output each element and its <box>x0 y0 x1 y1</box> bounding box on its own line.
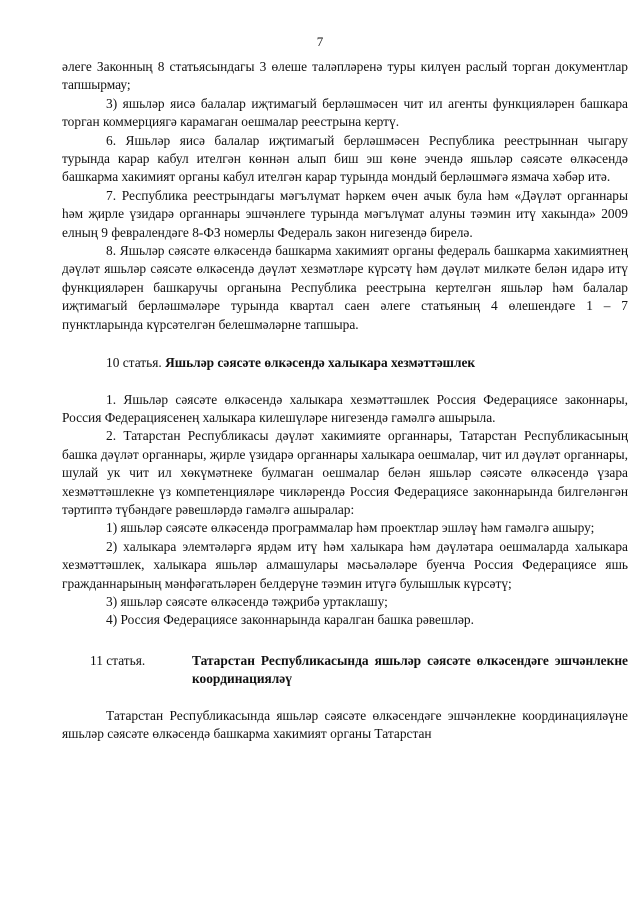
paragraph: 3) яшьләр яисә балалар иҗтимагый берләшмәсен чит ил агенты функцияләрен башкара торган коммерциягә карамаган оешмалар реестрына кертү. <box>62 95 628 130</box>
paragraph: 7. Республика реестрындагы мәгълүмат һәркем өчен ачык була һәм «Дәүләт органнары һәм җирле үзидарә органнары эшчәнлеге турында мәгълүмат алуны тәэмин итү хакында» 2009 елның 9 февралендәге 8-ФЗ номерлы Федераль закон нигезендә бирелә. <box>62 187 628 240</box>
article-11-number: 11 статья. <box>90 652 146 668</box>
list-item: 1) яшьләр сәясәте өлкәсендә программалар һәм проектлар эшләү һәм гамәлгә ашыру; <box>106 520 595 536</box>
list-item: 4) Россия Федерациясе законнарында каралган башка рәвешләр. <box>106 612 474 628</box>
paragraph: 8. Яшьләр сәясәте өлкәсендә башкарма хакимият органы федераль башкарма хакимиятнең дәүләт яшьләр сәясәте өлкәсендә дәүләт хезмәтләре күрсәтү һәм дәүләт милкәте белән идарә итү функцияләрен башкаручы органына Республика реестрына кертелгән яшьләр һәм балалар иҗтимагый берләшмәләре турында квартал саен әлеге статьяның 4 өлешендәге 1 – 7 пунктларында күрсәтелгән белешмәләрне тапшыра. <box>62 243 628 332</box>
article-11-title: Татарстан Республикасында яшьләр сәясәте өлкәсендәге эшчәнлекне координацияләү <box>192 652 628 687</box>
article-11-heading <box>62 652 628 689</box>
page-number: 7 <box>316 34 324 49</box>
document-body <box>62 58 628 743</box>
paragraph: Татарстан Республикасында яшьләр сәясәте өлкәсендәге эшчәнлекне координацияләүне яшьләр сәясәте өлкәсендә башкарма хакимият органы Татарстан <box>62 707 628 741</box>
paragraph: әлеге Законның 8 статьясындагы 3 өлеше таләпләренә туры килүен раслый торган документлар тапшырмау; <box>62 59 628 93</box>
paragraph: 2. Татарстан Республикасы дәүләт хакимияте органнары, Татарстан Республикасының башка дәүләт органнары, җирле үзидарә органнары халыкара оешмалар, чит ил дәүләт органнары, шулай ук чит ил хөкүмәтнеке булмаган оешмалар белән яшьләр сәясәте өлкәсендә үзара хезмәттәшлекне үз компетенцияләре чикләрендә Россия Федерациясе законнарында билгеләнгән тәртиптә түбәндәге рәвешләрдә гамәлгә ашыралар: <box>62 428 628 517</box>
article-10-heading <box>62 354 628 372</box>
article-10-title: Яшьләр сәясәте өлкәсендә халыкара хезмәттәшлек <box>165 355 476 371</box>
article-10-number: 10 статья. <box>106 355 162 371</box>
paragraph: 6. Яшьләр яисә балалар иҗтимагый берләшмәсен Республика реестрыннан чыгару турында карар кабул ителгән көннән алып биш эш көне эчендә яшьләр сәясәте өлкәсендә башкарма хакимият органы кабул ителгән карар турында мондый берләшмәгә язмача хәбәр итә. <box>62 132 628 185</box>
paragraph: 1. Яшьләр сәясәте өлкәсендә халыкара хезмәттәшлек Россия Федерациясе законнары, Россия Федерациясенең халыкара килешүләре нигезендә гамәлгә ашырыла. <box>62 391 628 425</box>
list-item: 3) яшьләр сәясәте өлкәсендә тәҗрибә уртаклашу; <box>106 593 388 609</box>
list-item: 2) халыкара элемтәләргә ярдәм итү һәм халыкара һәм дәүләтара оешмаларда халыкара хезмәттәшлек, халыкара яшьләр алмашулары мәсьәләләре буенча Россия Федерациясе яшь гражданнарының мәнфәгатьләрен белдерүне тәэмин итүгә булышлык күрсәтү; <box>62 538 628 591</box>
